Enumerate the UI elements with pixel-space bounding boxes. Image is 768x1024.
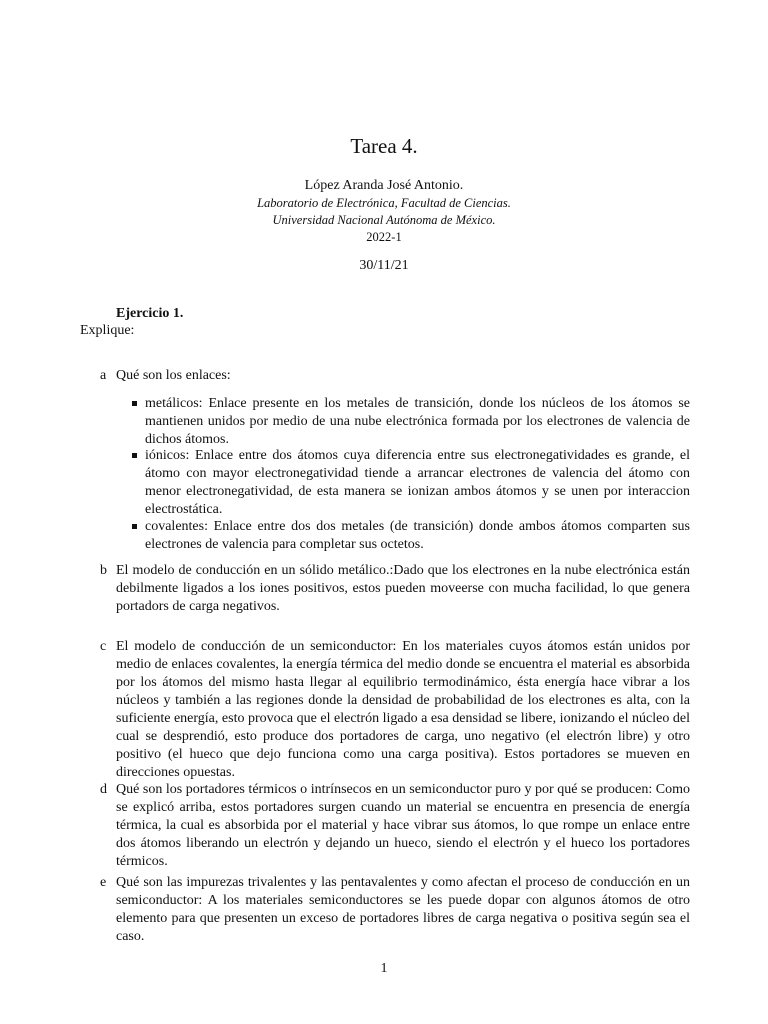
list-item-b [100,562,690,616]
bullet-icon [132,524,137,529]
bullet-icon [132,453,137,458]
sub-item-covalentes [132,518,690,554]
affiliation-university: Universidad Nacional Autónoma de México. [272,213,496,227]
affiliation-lab: Laboratorio de Electrónica, Facultad de Ciencias. [257,196,511,210]
list-item-d [100,781,690,871]
exercise-intro: Explique: [80,323,135,338]
item-label: c [100,639,107,654]
page-number: 1 [380,961,388,976]
document-date: 30/11/21 [359,258,409,273]
sub-item-ionicos [132,447,690,519]
item-label: e [100,875,107,890]
item-text: Qué son las impurezas trivalentes y las pentavalentes y como afectan el proceso de conducción en un semiconductor: A los materiales semiconductores se les puede dopar con algunos átomos de otro elemento para que presenten un exceso de portadores libres de carga negativa o positiva según sea el caso. [116,875,690,944]
item-text: Qué son los enlaces: [116,368,231,383]
bullet-icon [132,401,137,406]
exercise-heading: Ejercicio 1. [116,306,184,321]
sub-item-text: iónicos: Enlace entre dos átomos cuya diferencia entre sus electronegatividades es grande, el átomo con mayor electronegatividad tiende a arrancar electrones de valencia del átomo con menor electronegatividad, de esta manera se ionizan ambos átomos y se unen por interaccion electrostática. [145,448,690,517]
term: 2022-1 [366,230,402,244]
item-text: El modelo de conducción en un sólido metálico.:Dado que los electrones en la nube electrónica están debilmente ligados a los iones positivos, estos pueden moveerse con mucha facilidad, lo que genera portadors de carga negativos. [116,563,690,614]
item-text: El modelo de conducción de un semiconductor: En los materiales cuyos átomos están unidos por medio de enlaces covalentes, la energía térmica del medio donde se encuentra el material es absorbida por los átomos del mismo hasta llegar al equilibrio termodinámico, ésta energía hace vibrar a los núcleos y también a las regiones donde la densidad de probabilidad de los electrones es alta, con la suficiente energía, esto provoca que el electrón ligado a esa densidad se libere, ionizando el núcleo del cual se desprendió, esto produce dos portadores de carga, uno negativo (el electrón libre) y otro positivo (el hueco que dejo funciona como una carga positiva). Estos portadores se mueven en direcciones opuestas. [116,639,690,780]
list-item-e [100,874,690,946]
sub-item-text: covalentes: Enlace entre dos dos metales (de transición) donde ambos átomos comparten sus electrones de valencia para completar sus octetos. [145,519,690,552]
sub-item-metalicos [132,395,690,449]
item-label: b [100,563,107,578]
list-item-c [100,638,690,782]
list-item-a [100,367,690,385]
item-label: d [100,782,107,797]
item-text: Qué son los portadores térmicos o intrínsecos en un semiconductor puro y por qué se producen: Como se explicó arriba, estos portadores surgen cuando un material se encuentra en presencia de energía térmica, la cual es absorbida por el material y hace vibrar sus átomos, lo que rompe un enlace entre dos átomos liberando un electrón y dejando un hueco, siendo el electrón y el hueco los portadores térmicos. [116,782,690,869]
sub-item-text: metálicos: Enlace presente en los metales de transición, donde los núcleos de los átomos se mantienen unidos por medio de una nube electrónica formada por los electrones de valencia de dichos átomos. [145,396,690,447]
author-name: López Aranda José Antonio. [304,178,464,193]
item-label: a [100,368,107,383]
document-title: Tarea 4. [350,134,418,158]
